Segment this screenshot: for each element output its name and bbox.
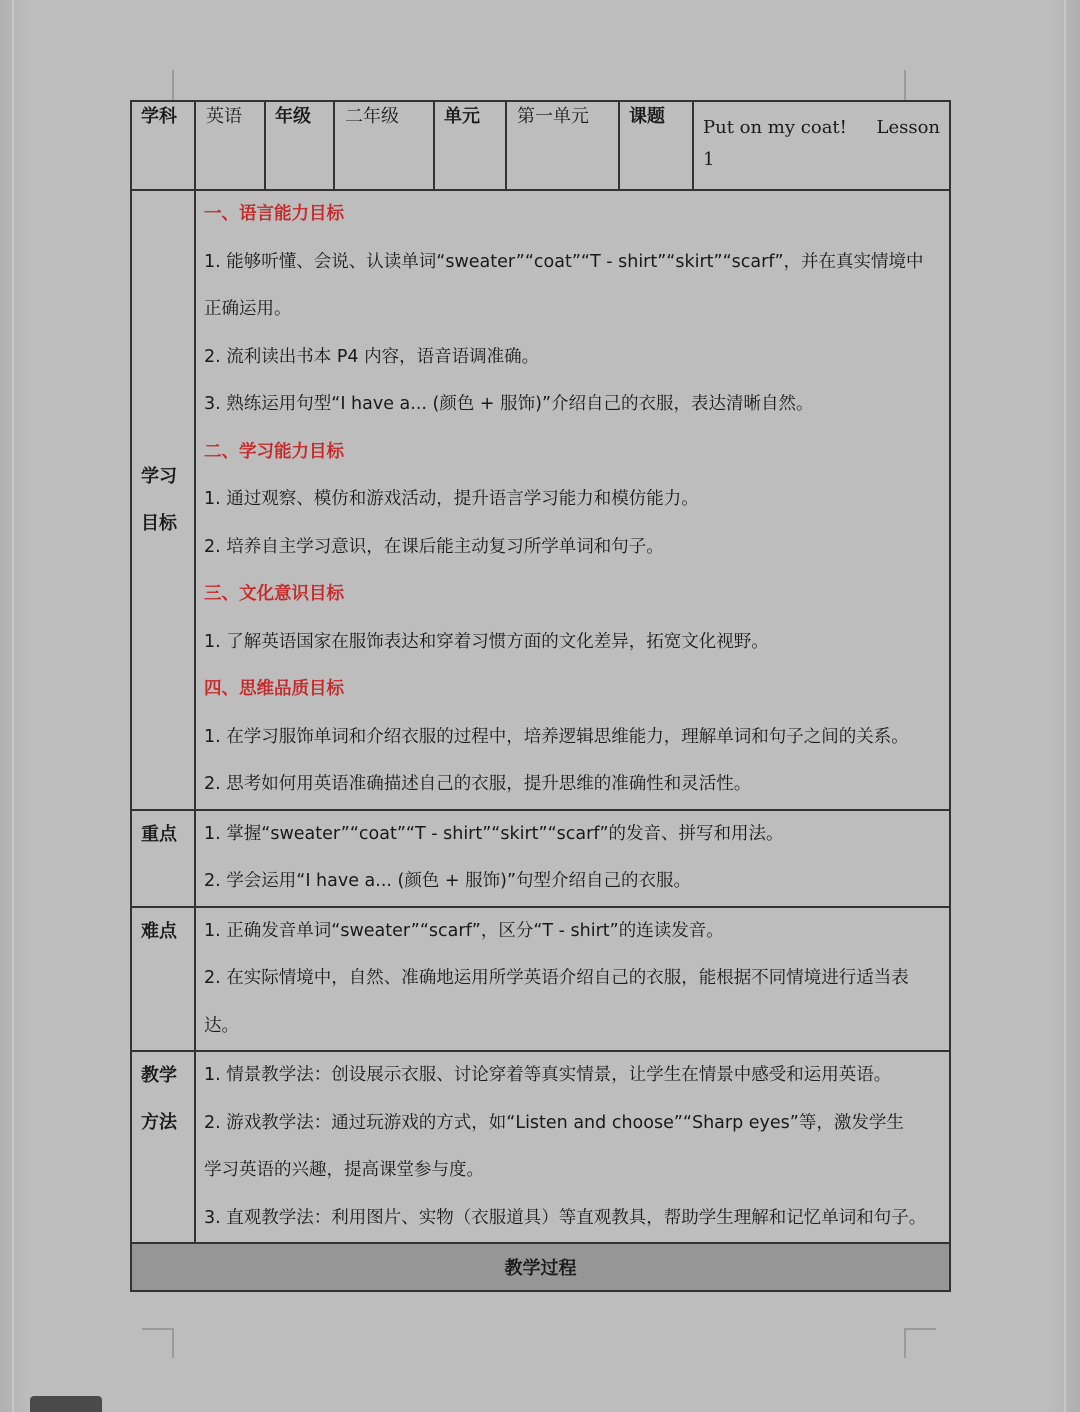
objectives-content bbox=[195, 190, 950, 810]
objectives-label-line1: 学习 bbox=[141, 465, 177, 487]
page-edge-left bbox=[12, 0, 14, 1412]
grade-value: 二年级 bbox=[334, 101, 434, 190]
page-indicator-tab[interactable] bbox=[30, 1396, 102, 1412]
methods-row bbox=[131, 1051, 950, 1243]
grade-label: 年级 bbox=[265, 101, 334, 190]
method-item: 2. 游戏教学法：通过玩游戏的方式，如“Listen and choose”“Sharp eyes”等，激发学生 bbox=[204, 1112, 904, 1133]
difficulty-item: 1. 正确发音单词“sweater”“scarf”，区分“T - shirt”的连读发音。 bbox=[204, 920, 724, 941]
subject-value: 英语 bbox=[195, 101, 265, 190]
difficulties-row bbox=[131, 907, 950, 1052]
section-title-language: 一、语言能力目标 bbox=[204, 204, 344, 224]
difficulties-label: 难点 bbox=[131, 907, 195, 1052]
crop-mark-top-right bbox=[904, 70, 906, 100]
process-header: 教学过程 bbox=[131, 1243, 950, 1291]
crop-mark-bottom-right-h bbox=[906, 1328, 936, 1330]
objective-item: 1. 了解英语国家在服饰表达和穿着习惯方面的文化差异，拓宽文化视野。 bbox=[204, 631, 769, 652]
crop-mark-bottom-left-h bbox=[142, 1328, 172, 1330]
objective-item: 1. 能够听懂、会说、认读单词“sweater”“coat”“T - shirt”“skirt”“scarf”，并在真实情境中 bbox=[204, 251, 924, 272]
page-edge-right bbox=[1064, 0, 1066, 1412]
difficulty-item: 达。 bbox=[204, 1015, 239, 1036]
key-point-item: 1. 掌握“sweater”“coat”“T - shirt”“skirt”“scarf”的发音、拼写和用法。 bbox=[204, 823, 784, 844]
crop-mark-top-left bbox=[172, 70, 174, 100]
methods-label-line1: 教学 bbox=[141, 1065, 177, 1086]
methods-label-line2: 方法 bbox=[141, 1112, 177, 1133]
subject-label: 学科 bbox=[131, 101, 195, 190]
topic-label: 课题 bbox=[619, 101, 693, 190]
topic-lesson: Lesson bbox=[876, 117, 940, 138]
difficulties-content bbox=[195, 907, 950, 1052]
topic-value bbox=[693, 101, 950, 190]
unit-label: 单元 bbox=[434, 101, 506, 190]
header-row bbox=[131, 101, 950, 190]
objectives-row bbox=[131, 190, 950, 810]
objective-item: 1. 在学习服饰单词和介绍衣服的过程中，培养逻辑思维能力，理解单词和句子之间的关系。 bbox=[204, 726, 909, 747]
key-points-label: 重点 bbox=[131, 810, 195, 907]
objectives-label bbox=[131, 190, 195, 810]
method-item: 3. 直观教学法：利用图片、实物（衣服道具）等直观教具，帮助学生理解和记忆单词和句子。 bbox=[204, 1207, 927, 1228]
key-point-item: 2. 学会运用“I have a... (颜色 + 服饰)”句型介绍自己的衣服。 bbox=[204, 871, 692, 891]
methods-label bbox=[131, 1051, 195, 1243]
methods-content bbox=[195, 1051, 950, 1243]
process-header-row bbox=[131, 1243, 950, 1291]
objective-item: 2. 流利读出书本 P4 内容，语音语调准确。 bbox=[204, 346, 540, 367]
objective-item: 1. 通过观察、模仿和游戏活动，提升语言学习能力和模仿能力。 bbox=[204, 489, 699, 509]
objectives-label-line2: 目标 bbox=[141, 512, 177, 534]
objective-item: 3. 熟练运用句型“I have a... (颜色 + 服饰)”介绍自己的衣服，表达清晰自然。 bbox=[204, 394, 814, 414]
objective-item: 2. 培养自主学习意识，在课后能主动复习所学单词和句子。 bbox=[204, 536, 664, 557]
topic-lesson-number: 1 bbox=[703, 149, 715, 170]
crop-mark-bottom-left-v bbox=[172, 1328, 174, 1358]
objective-item: 正确运用。 bbox=[204, 299, 292, 319]
method-item: 学习英语的兴趣，提高课堂参与度。 bbox=[204, 1160, 484, 1180]
section-title-thinking: 四、思维品质目标 bbox=[204, 679, 344, 699]
topic-title: Put on my coat! bbox=[703, 117, 847, 138]
key-points-row bbox=[131, 810, 950, 907]
method-item: 1. 情景教学法：创设展示衣服、讨论穿着等真实情景，让学生在情景中感受和运用英语。 bbox=[204, 1065, 892, 1085]
lesson-plan-table bbox=[130, 100, 951, 1292]
crop-mark-bottom-right-v bbox=[904, 1328, 906, 1358]
section-title-culture: 三、文化意识目标 bbox=[204, 584, 344, 604]
difficulty-item: 2. 在实际情境中，自然、准确地运用所学英语介绍自己的衣服，能根据不同情境进行适当表 bbox=[204, 968, 909, 988]
section-title-learning: 二、学习能力目标 bbox=[204, 441, 344, 462]
objective-item: 2. 思考如何用英语准确描述自己的衣服，提升思维的准确性和灵活性。 bbox=[204, 774, 752, 794]
unit-value: 第一单元 bbox=[506, 101, 619, 190]
key-points-content bbox=[195, 810, 950, 907]
